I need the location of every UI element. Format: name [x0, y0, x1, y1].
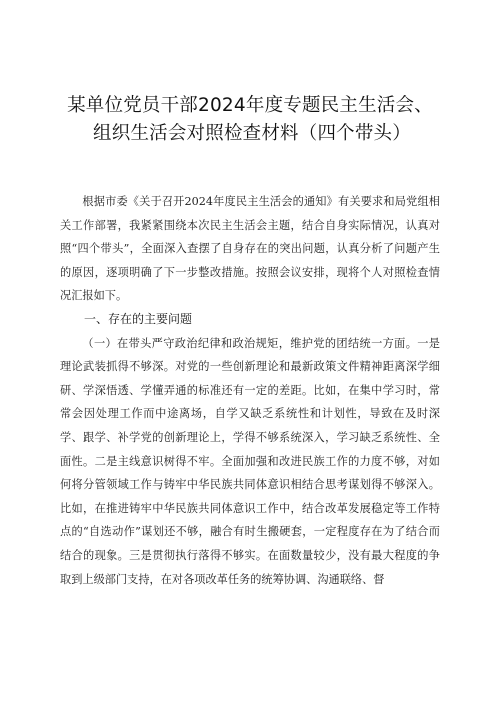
title-line-1: 某单位党员干部2024年度专题民主生活会、: [67, 95, 433, 116]
intro-paragraph: 根据市委《关于召开2024年度民主生活会的通知》有关要求和局党组相关工作部署，我紧紧围绕本次民主生活会主题，结合自身实际情况，认真对照“四个带头”，全面深入查摆了自身存在的突出问题，认真分析了问题产生的原因，逐项明确了下一步整改措施。按照会议安排，现将个人对照检查情况汇报如下。: [60, 195, 440, 303]
document-body: [60, 190, 440, 591]
section-heading: 一、存在的主要问题: [84, 311, 193, 326]
title-line-2: 组织生活会对照检查材料（四个带头）: [93, 123, 411, 144]
section-paragraph: （一）在带头严守政治纪律和政治规矩，维护党的团结统一方面。一是理论武装抓得不够深。对党的一些创新理论和最新政策文件精神距离深学细研、学深悟透、学懂弄通的标准还有一定的差距。比如，在集中学习时，常常会因处理工作而中途离场，自学又缺乏系统性和计划性，导致在及时深学、跟学、补学党的创新理论上，学得不够系统深入，学习缺乏系统性、全面性。二是主线意识树得不牢。全面加强和改进民族工作的力度不够，对如何将分管领域工作与铸牢中华民族共同体意识相结合思考谋划得不够深入。比如，在推进铸牢中华民族共同体意识工作中，结合改革发展稳定等工作特点的“自选动作”谋划还不够，融合有时生搬硬套，一定程度存在为了结合而结合的现象。三是贯彻执行落得不够实。在面数量较少，没有最大程度的争取到上级部门支持，在对各项改革任务的统筹协调、沟通联络、督: [60, 336, 440, 586]
document-title: [60, 0, 440, 148]
